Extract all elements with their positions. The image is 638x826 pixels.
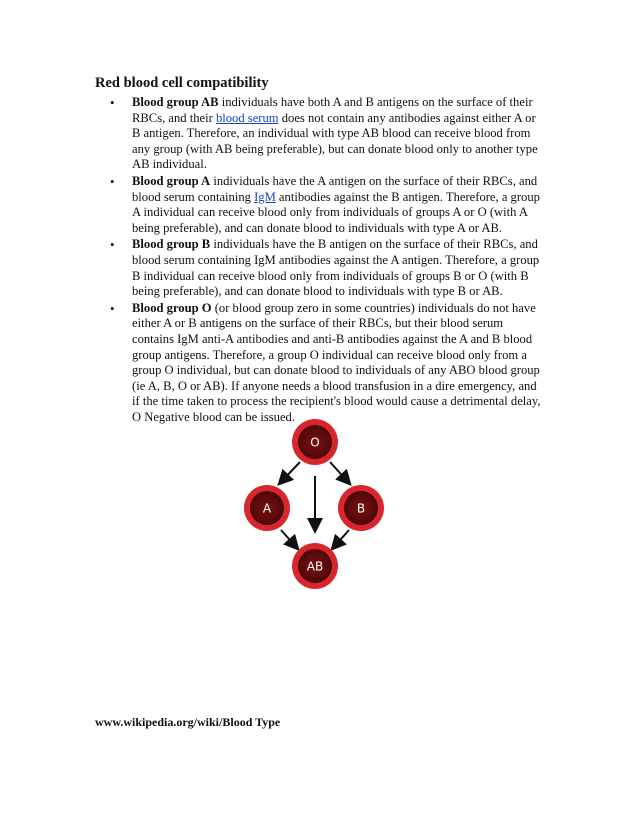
group-b-title: Blood group B: [132, 237, 211, 252]
blood-serum-link[interactable]: blood serum: [215, 110, 279, 125]
arrow-b-to-ab: [333, 530, 349, 548]
group-ab-text-1: individuals have both A and B antigens on the surface of their RBCs, and their: [132, 95, 533, 125]
node-ab-label: AB: [306, 559, 324, 574]
node-o-label: O: [310, 435, 320, 450]
group-o-title: Blood group O: [132, 300, 212, 315]
arrow-a-to-ab: [281, 530, 297, 548]
igm-link[interactable]: IgM: [254, 189, 276, 204]
source-footer: www.wikipedia.org/wiki/Blood Type: [95, 715, 281, 729]
group-ab-title: Blood group AB: [132, 95, 219, 109]
group-a-title: Blood group A: [132, 173, 211, 188]
section-heading: Red blood cell compatibility: [95, 75, 269, 91]
node-b: [338, 485, 384, 531]
arrow-o-to-b: [330, 462, 349, 483]
group-a-text-1: individuals have the A antigen on the surface of their RBCs, and blood serum containing: [132, 173, 538, 204]
node-a: [244, 485, 290, 531]
group-b-text: individuals have the B antigen on the surface of their RBCs, and blood serum containing IgM antibodies against the A antigen. Therefore, a group B individual can receive blood only from individuals of groups B or O (with B being preferable), and can donate blood to individuals with type B or AB.: [132, 237, 540, 299]
node-b-label: B: [356, 501, 366, 516]
arrow-o-to-a: [280, 462, 300, 483]
group-o-text: (or blood group zero in some countries) individuals do not have either A or B antigens on the surface of their RBCs, but their blood serum contains IgM anti-A antibodies and anti-B antibodies against the A and B blood group antigens. Therefore, a group O individual can receive blood only from a group O individual, but can donate blood to individuals of any ABO blood group (ie A, B, O or AB). If anyone needs a blood transfusion in a dire emergency, and if the time taken to process the recipient's blood would cause a detrimental delay, O Negative blood can be issued.: [132, 300, 541, 424]
node-ab: [292, 543, 338, 589]
node-o: [292, 419, 338, 465]
group-ab-text-2: does not contain any antibodies against either A or B antigen. Therefore, an individual with type AB blood can receive blood from any group (with AB being preferable), but can donate blood only to another type AB individual.: [132, 110, 538, 172]
group-a-text-2: antibodies against the B antigen. Therefore, a group A individual can receive blood only from individuals of groups A or O (with A being preferable), and can donate blood to individuals with type A or AB.: [132, 189, 540, 235]
node-a-label: A: [262, 501, 272, 516]
